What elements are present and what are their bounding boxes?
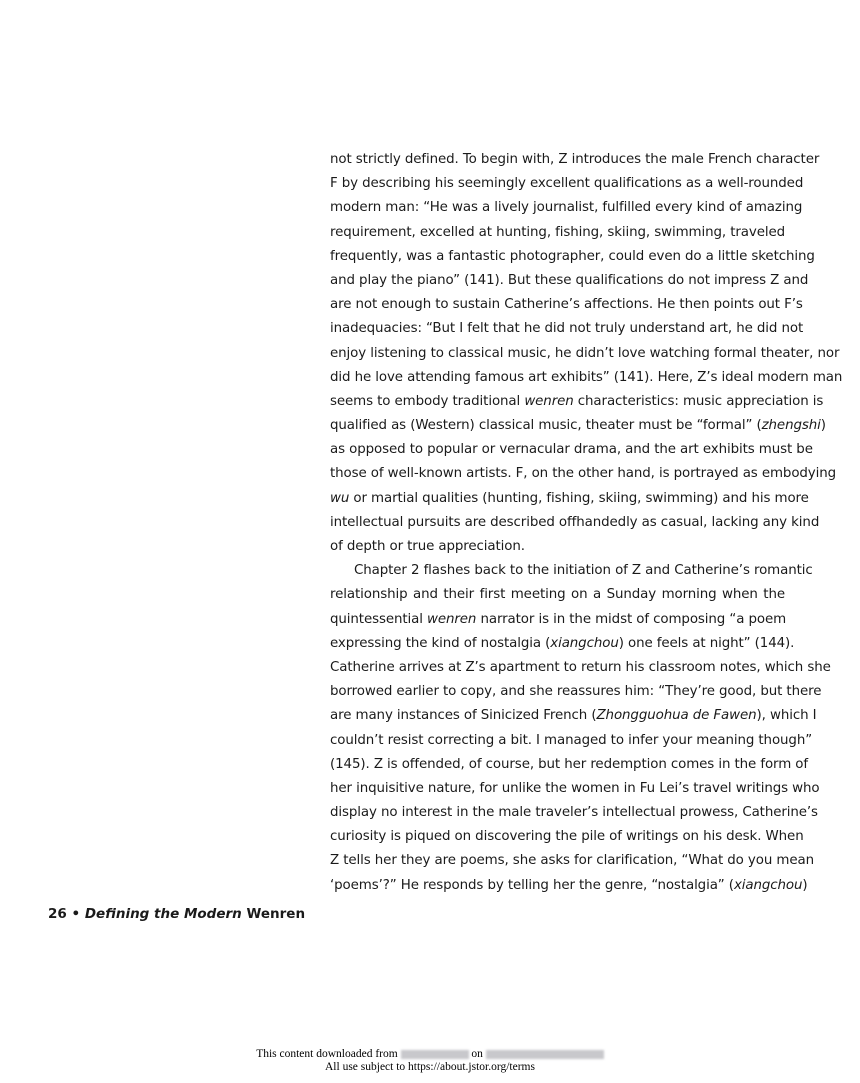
book-title-italic: Defining the Modern — [84, 906, 242, 922]
text-segment: requirement, excelled at hunting, fishing, skiing, swimming, traveled — [330, 224, 785, 240]
text-segment: expressing the kind of nostalgia ( — [330, 635, 551, 651]
italic-term: wenren — [524, 393, 574, 409]
text-line — [330, 729, 813, 753]
redacted-ip — [401, 1050, 469, 1059]
text-line — [330, 390, 824, 414]
text-segment: quintessential — [330, 611, 428, 627]
download-notice-line2: All use subject to https://about.jstor.org/terms — [325, 1061, 535, 1073]
redacted-timestamp — [486, 1050, 604, 1059]
download-notice-line1: This content downloaded from on — [0, 1048, 860, 1061]
text-segment: Chapter 2 flashes back to the initiation of Z and Catherine’s romantic — [354, 563, 813, 579]
text-line — [330, 511, 820, 535]
text-segment: couldn’t resist correcting a bit. I managed to infer your meaning though” — [330, 732, 813, 748]
text-segment: qualified as (Western) classical music, theater must be “formal” ( — [330, 418, 762, 434]
text-segment: inadequacies: “But I felt that he did not truly understand art, he did not — [330, 321, 804, 337]
text-line — [330, 317, 804, 341]
text-segment: characteristics: music appreciation is — [573, 393, 824, 409]
download-notice — [0, 1048, 860, 1074]
text-line — [330, 487, 809, 511]
text-line — [330, 825, 804, 849]
text-line — [330, 245, 815, 269]
text-segment: ), which I — [756, 708, 817, 724]
text-line — [330, 366, 843, 390]
text-segment: Z tells her they are poems, she asks for clarification, “What do you mean — [330, 853, 814, 869]
text-segment: as opposed to popular or vernacular drama, and the art exhibits must be — [330, 442, 813, 458]
text-segment: modern man: “He was a lively journalist, fulfilled every kind of amazing — [330, 200, 803, 216]
text-line — [330, 342, 840, 366]
text-line — [330, 172, 804, 196]
text-line — [330, 801, 818, 825]
text-segment: F by describing his seemingly excellent qualifications as a well-rounded — [330, 176, 804, 192]
text-segment: (145). Z is offended, of course, but her redemption comes in the form of — [330, 756, 809, 772]
text-line — [330, 608, 785, 632]
separator: • — [71, 906, 81, 922]
text-segment: are not enough to sustain Catherine’s affections. He then points out F’s — [330, 297, 803, 313]
text-line — [330, 680, 822, 704]
text-line — [330, 269, 809, 293]
text-segment: curiosity is piqued on discovering the pile of writings on his desk. When — [330, 829, 804, 845]
text-line — [330, 196, 803, 220]
text-segment: display no interest in the male traveler’s intellectual prowess, Catherine’s — [330, 805, 818, 821]
body-text — [330, 148, 843, 898]
text-segment: narrator is in the midst of composing “a poem — [476, 611, 787, 627]
text-segment: did he love attending famous art exhibits” (141). Here, Z’s ideal modern man — [330, 369, 843, 385]
text-line — [330, 414, 826, 438]
text-segment: Catherine arrives at Z’s apartment to return his classroom notes, which she — [330, 659, 831, 675]
text-line — [330, 656, 831, 680]
text-line — [330, 462, 837, 486]
text-line — [330, 221, 785, 245]
text-segment: ) — [820, 418, 826, 434]
text-line — [330, 438, 813, 462]
text-line — [330, 704, 817, 728]
italic-term: zhengshi — [761, 418, 821, 434]
text-segment: relationship and their first meeting on a Sunday morning when the — [330, 587, 785, 603]
text-segment: her inquisitive nature, for unlike the women in Fu Lei’s travel writings who — [330, 780, 820, 796]
text-segment: frequently, was a fantastic photographer, could even do a little sketching — [330, 248, 815, 264]
text-line — [330, 293, 803, 317]
running-footer — [48, 906, 305, 922]
text-segment: intellectual pursuits are described offhandedly as casual, lacking any kind — [330, 514, 820, 530]
text-segment: are many instances of Sinicized French ( — [330, 708, 597, 724]
text-line — [330, 583, 785, 607]
text-line — [330, 753, 809, 777]
text-segment: ) — [802, 877, 808, 893]
italic-term: Zhongguohua de Fawen — [596, 708, 757, 724]
text-line — [330, 849, 814, 873]
text-line — [330, 777, 820, 801]
text-segment: not strictly defined. To begin with, Z introduces the male French character — [330, 152, 820, 167]
page-number: 26 — [48, 906, 67, 922]
text-segment: those of well-known artists. F, on the other hand, is portrayed as embodying — [330, 466, 837, 482]
italic-term: xiangchou — [550, 635, 619, 651]
text-segment: ) one feels at night” (144). — [618, 635, 795, 651]
text-segment: of depth or true appreciation. — [330, 539, 525, 554]
text-segment: borrowed earlier to copy, and she reassures him: “They’re good, but there — [330, 684, 822, 700]
text-segment: ‘poems’?” He responds by telling her the genre, “nostalgia” ( — [330, 877, 734, 893]
text-segment: and play the piano” (141). But these qualifications do not impress Z and — [330, 272, 809, 288]
text-segment: seems to embody traditional — [330, 393, 525, 409]
italic-term: wu — [330, 490, 350, 506]
text-line — [330, 148, 820, 172]
text-line — [330, 535, 785, 559]
text-line — [330, 559, 813, 583]
italic-term: wenren — [427, 611, 477, 627]
text-segment: enjoy listening to classical music, he didn’t love watching formal theater, nor — [330, 345, 840, 361]
text-segment: or martial qualities (hunting, fishing, skiing, swimming) and his more — [349, 490, 809, 506]
text-line — [330, 632, 795, 656]
italic-term: xiangchou — [733, 877, 803, 893]
book-title-roman: Wenren — [246, 906, 306, 922]
text-line — [330, 874, 808, 898]
